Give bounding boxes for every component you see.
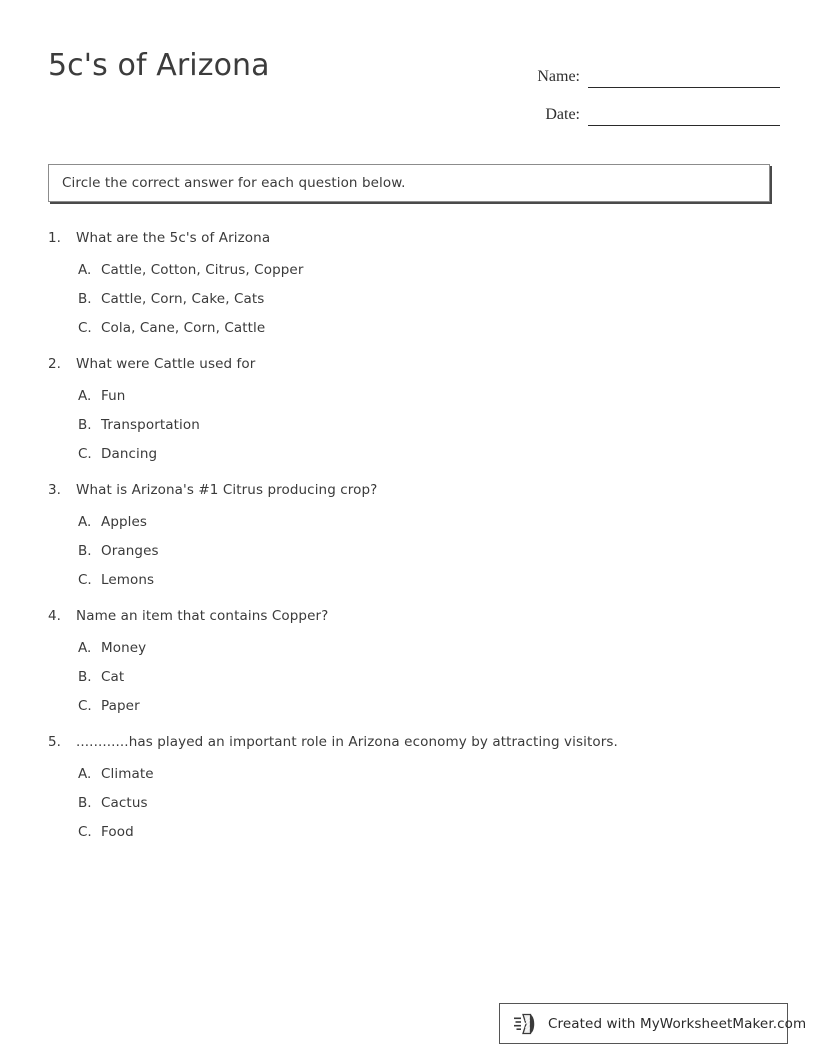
question-block bbox=[48, 734, 778, 840]
option-text: Lemons bbox=[101, 572, 155, 588]
question-block bbox=[48, 608, 778, 714]
option-letter: A. bbox=[78, 640, 92, 656]
answer-option[interactable] bbox=[48, 262, 778, 278]
question-number: 5. bbox=[48, 734, 61, 750]
answer-option[interactable] bbox=[48, 388, 778, 404]
answer-option[interactable] bbox=[48, 795, 778, 811]
question-text: What are the 5c's of Arizona bbox=[76, 230, 271, 246]
option-text: Paper bbox=[101, 698, 140, 714]
worksheet-header bbox=[0, 0, 816, 140]
option-text: Cat bbox=[101, 669, 125, 685]
option-letter: B. bbox=[78, 417, 92, 433]
option-letter: C. bbox=[78, 824, 92, 840]
option-letter: A. bbox=[78, 514, 92, 530]
answer-option[interactable] bbox=[48, 572, 778, 588]
question-text: What is Arizona's #1 Citrus producing crop? bbox=[76, 482, 378, 498]
date-field-label: Date: bbox=[545, 106, 580, 123]
option-letter: C. bbox=[78, 446, 92, 462]
option-letter: B. bbox=[78, 543, 92, 559]
option-letter: C. bbox=[78, 572, 92, 588]
answer-option[interactable] bbox=[48, 669, 778, 685]
answer-option[interactable] bbox=[48, 514, 778, 530]
option-letter: B. bbox=[78, 291, 92, 307]
name-input-line[interactable] bbox=[588, 67, 780, 88]
question-row bbox=[48, 608, 778, 624]
option-text: Cactus bbox=[101, 795, 148, 811]
question-row bbox=[48, 356, 778, 372]
question-row bbox=[48, 482, 778, 498]
question-number: 1. bbox=[48, 230, 61, 246]
option-letter: C. bbox=[78, 698, 92, 714]
answer-option[interactable] bbox=[48, 640, 778, 656]
question-block bbox=[48, 482, 778, 588]
option-letter: B. bbox=[78, 669, 92, 685]
question-row bbox=[48, 734, 778, 750]
question-text: Name an item that contains Copper? bbox=[76, 608, 329, 624]
question-row bbox=[48, 230, 778, 246]
question-text: ............has played an important role in Arizona economy by attracting visitors. bbox=[76, 734, 618, 750]
question-number: 3. bbox=[48, 482, 61, 498]
option-text: Cattle, Cotton, Citrus, Copper bbox=[101, 262, 304, 278]
question-list bbox=[48, 230, 778, 860]
name-date-block bbox=[500, 50, 780, 126]
option-text: Fun bbox=[101, 388, 126, 404]
answer-option[interactable] bbox=[48, 824, 778, 840]
answer-option[interactable] bbox=[48, 543, 778, 559]
option-text: Food bbox=[101, 824, 134, 840]
question-text: What were Cattle used for bbox=[76, 356, 256, 372]
worksheet-maker-logo-icon bbox=[514, 1012, 540, 1036]
option-text: Dancing bbox=[101, 446, 158, 462]
option-text: Oranges bbox=[101, 543, 159, 559]
question-number: 4. bbox=[48, 608, 61, 624]
option-text: Money bbox=[101, 640, 147, 656]
answer-option[interactable] bbox=[48, 766, 778, 782]
option-letter: A. bbox=[78, 262, 92, 278]
answer-option[interactable] bbox=[48, 291, 778, 307]
instruction-box bbox=[48, 164, 770, 202]
option-letter: A. bbox=[78, 766, 92, 782]
date-input-line[interactable] bbox=[588, 105, 780, 126]
option-text: Cattle, Corn, Cake, Cats bbox=[101, 291, 265, 307]
question-block bbox=[48, 356, 778, 462]
instruction-text: Circle the correct answer for each question below. bbox=[62, 175, 406, 191]
option-letter: A. bbox=[78, 388, 92, 404]
option-text: Climate bbox=[101, 766, 154, 782]
option-text: Apples bbox=[101, 514, 148, 530]
page-title: 5c's of Arizona bbox=[48, 48, 270, 83]
answer-option[interactable] bbox=[48, 698, 778, 714]
footer-badge[interactable] bbox=[499, 1003, 807, 1044]
option-text: Transportation bbox=[101, 417, 200, 433]
name-field-row bbox=[500, 50, 780, 88]
date-field-row bbox=[500, 88, 780, 126]
question-number: 2. bbox=[48, 356, 61, 372]
option-text: Cola, Cane, Corn, Cattle bbox=[101, 320, 266, 336]
name-field-label: Name: bbox=[537, 68, 580, 85]
answer-option[interactable] bbox=[48, 446, 778, 462]
option-letter: B. bbox=[78, 795, 92, 811]
option-letter: C. bbox=[78, 320, 92, 336]
footer-credit-text: Created with MyWorksheetMaker.com bbox=[548, 1015, 807, 1032]
answer-option[interactable] bbox=[48, 320, 778, 336]
answer-option[interactable] bbox=[48, 417, 778, 433]
question-block bbox=[48, 230, 778, 336]
